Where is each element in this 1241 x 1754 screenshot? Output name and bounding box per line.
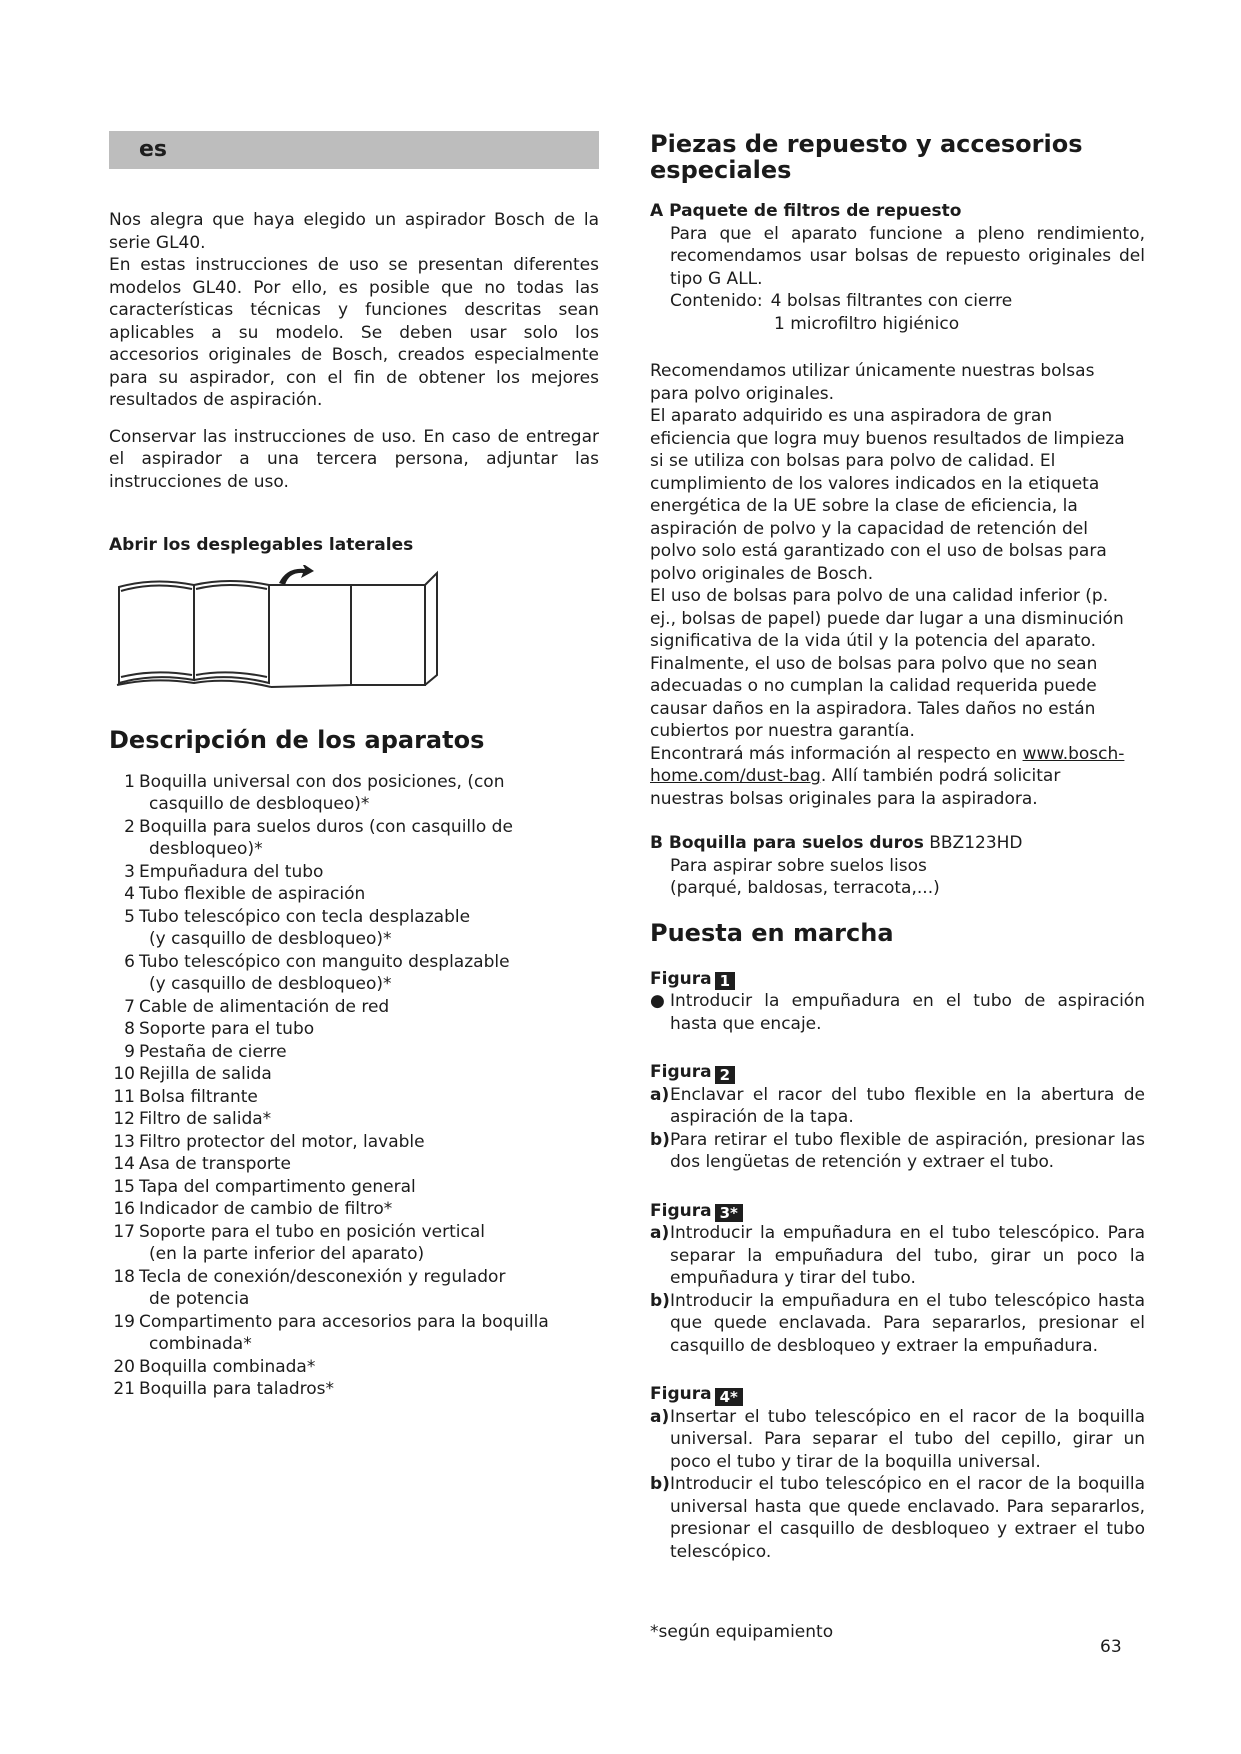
figure-heading bbox=[650, 1200, 1145, 1223]
component-number: 10 bbox=[113, 1064, 135, 1084]
component-number: 1 bbox=[124, 771, 135, 792]
recommendation-line: Recomendamos utilizar únicamente nuestras bolsas bbox=[650, 361, 1095, 381]
step-label: a) bbox=[650, 1406, 670, 1427]
figure-word: Figura bbox=[650, 1384, 712, 1404]
intro-paragraph-2: En estas instrucciones de uso se presentan diferentes modelos GL40. Por ello, es posible que no todas las características técnicas y funciones descritas sean aplicables a su modelo. Se deben usar solo los accesorios originales de Bosch, creados especialmente para su aspirador, con el fin de obtener los mejores resultados de aspiración. bbox=[109, 255, 599, 410]
startup-figures bbox=[650, 968, 1145, 1564]
component-text: Soporte para el tubo bbox=[139, 1019, 315, 1039]
step-label: a) bbox=[650, 1084, 670, 1105]
component-text: Soporte para el tubo en posición vertical bbox=[139, 1221, 485, 1242]
component-item bbox=[109, 906, 599, 951]
figure-number-badge: 1 bbox=[715, 972, 735, 990]
component-text: Empuñadura del tubo bbox=[139, 861, 324, 882]
step-label: ● bbox=[650, 991, 665, 1011]
component-item bbox=[109, 1153, 599, 1176]
component-text: Boquilla para taladros* bbox=[139, 1379, 335, 1399]
component-text: Boquilla universal con dos posiciones, (con bbox=[139, 771, 505, 792]
component-item bbox=[109, 996, 599, 1019]
component-text: Filtro protector del motor, lavable bbox=[139, 1131, 425, 1152]
step-text: Para retirar el tubo flexible de aspiración, presionar las dos lengüetas de retención y extraer el tubo. bbox=[670, 1129, 1145, 1172]
step-label: b) bbox=[650, 1474, 670, 1494]
component-text-cont: desbloqueo)* bbox=[149, 839, 263, 859]
component-text-cont: (en la parte inferior del aparato) bbox=[149, 1244, 425, 1264]
figure-heading bbox=[650, 1061, 1145, 1084]
intro-paragraph-1: Nos alegra que haya elegido un aspirador Bosch de la serie GL40. bbox=[109, 210, 599, 253]
component-item bbox=[109, 1356, 599, 1379]
more-info-line-3: nuestras bolsas originales para la aspiradora. bbox=[650, 788, 1038, 809]
component-list bbox=[109, 771, 599, 1401]
component-number: 16 bbox=[113, 1199, 135, 1219]
figure-heading bbox=[650, 1383, 1145, 1406]
step-text: Introducir el tubo telescópico en el racor de la boquilla universal hasta que quede enclavado. Para separarlos, presionar el casquillo de desbloqueo y extraer el tubo telescópico. bbox=[670, 1474, 1145, 1562]
component-item bbox=[109, 883, 599, 906]
component-number: 19 bbox=[113, 1311, 135, 1332]
component-item bbox=[109, 816, 599, 861]
component-number: 9 bbox=[124, 1041, 135, 1062]
figure-number-badge: 4* bbox=[715, 1388, 743, 1406]
component-number: 20 bbox=[113, 1356, 135, 1377]
component-text: Rejilla de salida bbox=[139, 1064, 272, 1084]
component-number: 6 bbox=[124, 951, 135, 972]
spares-b-model: BBZ123HD bbox=[929, 833, 1023, 853]
fold-out-heading: Abrir los desplegables laterales bbox=[109, 535, 414, 555]
recommendation-line: Finalmente, el uso de bolsas para polvo que no sean bbox=[650, 653, 1098, 674]
step-text: Introducir la empuñadura en el tubo telescópico hasta que quede enclavada. Para separarlos, presionar el casquillo de desbloqueo y extraer la empuñadura. bbox=[670, 1290, 1145, 1356]
spares-b-title: B Boquilla para suelos duros bbox=[650, 833, 924, 853]
more-info-text: Encontrará más información al respecto en bbox=[650, 743, 1023, 764]
figure-word: Figura bbox=[650, 968, 712, 989]
component-number: 14 bbox=[113, 1154, 135, 1174]
spares-b-text-1: Para aspirar sobre suelos lisos bbox=[670, 855, 927, 876]
component-text: Tubo telescópico con tecla desplazable bbox=[139, 906, 471, 927]
component-text: Pestaña de cierre bbox=[139, 1041, 287, 1062]
recommendation-line: si se utiliza con bolsas para polvo de calidad. El bbox=[650, 451, 1056, 471]
component-text: Boquilla para suelos duros (con casquillo de bbox=[139, 816, 513, 837]
figure-step bbox=[650, 1406, 1145, 1474]
step-text: Introducir la empuñadura en el tubo de aspiración hasta que encaje. bbox=[670, 991, 1145, 1034]
content-line-1: 4 bolsas filtrantes con cierre bbox=[770, 291, 1013, 311]
recommendation-line: polvo originales de Bosch. bbox=[650, 563, 874, 584]
component-text: Indicador de cambio de filtro* bbox=[139, 1199, 393, 1219]
component-item bbox=[109, 1176, 599, 1199]
component-item bbox=[109, 771, 599, 816]
left-column bbox=[109, 209, 599, 1401]
right-column bbox=[650, 131, 1145, 1563]
step-text: Insertar el tubo telescópico en el racor de la boquilla universal. Para separar el tubo del cepillo, girar un poco el tubo y tirar de la boquilla universal. bbox=[670, 1406, 1145, 1472]
intro-paragraph-3: Conservar las instrucciones de uso. En caso de entregar el aspirador a una tercera persona, adjuntar las instrucciones de uso. bbox=[109, 426, 599, 492]
component-number: 17 bbox=[113, 1221, 135, 1242]
bosch-link-part-2[interactable]: home.com/dust-bag bbox=[650, 766, 821, 786]
component-number: 3 bbox=[124, 861, 135, 882]
spares-a-text: Para que el aparato funcione a pleno rendimiento, recomendamos usar bolsas de repuesto originales del tipo G ALL. bbox=[670, 223, 1145, 289]
step-text: Introducir la empuñadura en el tubo telescópico. Para separar la empuñadura del tubo, girar un poco la empuñadura y tirar del tubo. bbox=[670, 1223, 1145, 1288]
content-label: Contenido: bbox=[670, 291, 763, 311]
step-text: Enclavar el racor del tubo flexible en la abertura de aspiración de la tapa. bbox=[670, 1084, 1145, 1127]
component-number: 4 bbox=[124, 884, 135, 904]
recommendation-line: El aparato adquirido es una aspiradora de gran bbox=[650, 406, 1053, 426]
recommendation-line: significativa de la vida útil y la potencia del aparato. bbox=[650, 631, 1097, 651]
spares-title: Piezas de repuesto y accesorios especiales bbox=[650, 130, 1083, 184]
component-item bbox=[109, 1018, 599, 1041]
component-item bbox=[109, 1311, 599, 1356]
spares-a-content bbox=[650, 290, 1145, 313]
component-text: Tapa del compartimento general bbox=[139, 1176, 416, 1197]
footnote: *según equipamiento bbox=[650, 1622, 834, 1642]
bosch-link-part-1[interactable]: www.bosch- bbox=[1022, 743, 1125, 764]
figure-step bbox=[650, 990, 1145, 1035]
recommendation-line: cumplimiento de los valores indicados en la etiqueta bbox=[650, 473, 1100, 494]
component-number: 18 bbox=[113, 1266, 135, 1287]
component-item bbox=[109, 1108, 599, 1131]
component-text: Cable de alimentación de red bbox=[139, 996, 390, 1017]
component-text: Filtro de salida* bbox=[139, 1109, 272, 1129]
figure-heading bbox=[650, 968, 1145, 991]
recommendation-line: energética de la UE sobre la clase de eficiencia, la bbox=[650, 496, 1078, 516]
component-text: Tubo telescópico con manguito desplazable bbox=[139, 951, 510, 972]
component-text: Compartimento para accesorios para la boquilla bbox=[139, 1311, 549, 1332]
component-number: 12 bbox=[113, 1109, 135, 1129]
component-number: 2 bbox=[124, 816, 135, 837]
language-header-bar bbox=[109, 131, 599, 169]
description-title: Descripción de los aparatos bbox=[109, 725, 485, 754]
component-text: Boquilla combinada* bbox=[139, 1356, 316, 1377]
component-item bbox=[109, 1198, 599, 1221]
component-item bbox=[109, 1086, 599, 1109]
startup-title: Puesta en marcha bbox=[650, 918, 894, 947]
component-item bbox=[109, 861, 599, 884]
spares-b-line bbox=[650, 832, 1145, 855]
figure-step bbox=[650, 1473, 1145, 1563]
recommendation-line: cubiertos por nuestra garantía. bbox=[650, 721, 915, 741]
language-code: es bbox=[139, 137, 168, 162]
page-number: 63 bbox=[1100, 1637, 1122, 1657]
recommendation-line: eficiencia que logra muy buenos resultados de limpieza bbox=[650, 428, 1125, 449]
figure-number-badge: 2 bbox=[715, 1066, 735, 1084]
component-text-cont: casquillo de desbloqueo)* bbox=[149, 794, 370, 814]
component-text: Asa de transporte bbox=[139, 1154, 291, 1174]
component-text: Tubo flexible de aspiración bbox=[139, 884, 366, 904]
figure-word: Figura bbox=[650, 1062, 712, 1082]
step-label: a) bbox=[650, 1223, 670, 1243]
recommendation-line: El uso de bolsas para polvo de una calidad inferior (p. bbox=[650, 586, 1109, 606]
spares-b-text-2: (parqué, baldosas, terracota,...) bbox=[670, 878, 940, 898]
component-text-cont: de potencia bbox=[149, 1289, 250, 1309]
figure-step bbox=[650, 1290, 1145, 1358]
recommendation-line: polvo solo está garantizado con el uso de bolsas para bbox=[650, 541, 1107, 561]
component-number: 13 bbox=[113, 1131, 135, 1152]
component-text-cont: (y casquillo de desbloqueo)* bbox=[149, 929, 392, 949]
component-item bbox=[109, 1131, 599, 1154]
component-number: 15 bbox=[113, 1176, 135, 1197]
component-item bbox=[109, 1063, 599, 1086]
figure-word: Figura bbox=[650, 1200, 712, 1221]
step-label: b) bbox=[650, 1129, 670, 1150]
component-text-cont: combinada* bbox=[149, 1334, 252, 1354]
component-number: 21 bbox=[113, 1379, 135, 1399]
recommendation-line: aspiración de polvo y la capacidad de retención del bbox=[650, 518, 1088, 539]
component-item bbox=[109, 951, 599, 996]
component-item bbox=[109, 1266, 599, 1311]
component-item bbox=[109, 1221, 599, 1266]
component-number: 7 bbox=[124, 996, 135, 1017]
component-number: 11 bbox=[113, 1086, 135, 1107]
figure-step bbox=[650, 1129, 1145, 1174]
more-info-line-2 bbox=[650, 765, 1145, 788]
content-line-2: 1 microfiltro higiénico bbox=[774, 313, 960, 334]
recommendation-line: causar daños en la aspiradora. Tales daños no están bbox=[650, 698, 1096, 719]
more-info-line bbox=[650, 743, 1145, 766]
recommendation-line: para polvo originales. bbox=[650, 383, 835, 404]
figure-number-badge: 3* bbox=[715, 1204, 743, 1222]
recommendation-line: ej., bolsas de papel) puede dar lugar a una disminución bbox=[650, 608, 1124, 629]
recommendation-line: adecuadas o no cumplan la calidad requerida puede bbox=[650, 676, 1097, 696]
figure-step bbox=[650, 1222, 1145, 1290]
dust-bag-recommendation bbox=[650, 360, 1145, 743]
step-label: b) bbox=[650, 1290, 670, 1311]
component-number: 8 bbox=[124, 1019, 135, 1039]
component-item bbox=[109, 1041, 599, 1064]
more-info-post: . Allí también podrá solicitar bbox=[820, 766, 1061, 786]
component-text: Tecla de conexión/desconexión y regulador bbox=[139, 1266, 506, 1287]
component-text: Bolsa filtrante bbox=[139, 1086, 258, 1107]
fold-out-pages-illustration bbox=[109, 565, 439, 695]
component-item bbox=[109, 1378, 599, 1401]
component-number: 5 bbox=[124, 906, 135, 927]
figure-step bbox=[650, 1084, 1145, 1129]
component-text-cont: (y casquillo de desbloqueo)* bbox=[149, 974, 392, 994]
spares-a-title: A Paquete de filtros de repuesto bbox=[650, 201, 962, 221]
